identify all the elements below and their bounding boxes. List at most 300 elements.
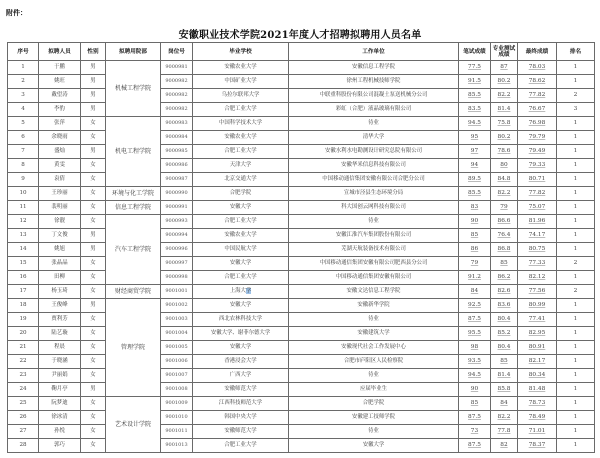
cell-dept: 管理学院 xyxy=(106,299,161,397)
cell-post: 9000984 xyxy=(161,131,193,145)
cell-gender: 男 xyxy=(81,299,106,313)
cell-written-score: 73 xyxy=(459,425,491,439)
cell-written-score: 92.5 xyxy=(459,299,491,313)
cell-written-score: 95.5 xyxy=(459,327,491,341)
cell-seq: 19 xyxy=(8,313,39,327)
cell-prof-score: 87 xyxy=(491,61,518,75)
cell-rank: 1 xyxy=(557,299,595,313)
cell-prof-score: 82.6 xyxy=(491,285,518,299)
table-row xyxy=(8,215,595,229)
attachment-label: 附件： xyxy=(6,9,27,17)
cell-work: 中国移动通信集团安徽有限公司合肥分公司 xyxy=(289,173,459,187)
cell-written-score: 84 xyxy=(459,285,491,299)
header-prof: 专业测试成绩 xyxy=(491,43,518,61)
cell-name: 徐冰清 xyxy=(39,411,81,425)
cell-prof-score: 86.8 xyxy=(491,243,518,257)
table-header-row xyxy=(8,43,595,61)
cell-final-score: 74.17 xyxy=(518,229,557,243)
cell-school: 安徽农业大学 xyxy=(193,229,289,243)
cell-name: 张萍 xyxy=(39,117,81,131)
cell-work: 安徽信息工程学院 xyxy=(289,61,459,75)
cell-dept: 汽车工程学院 xyxy=(106,215,161,285)
cell-final-score: 78.37 xyxy=(518,439,557,453)
cell-dept: 财经商贸学院 xyxy=(106,285,161,299)
cell-school: 安徽大学 xyxy=(193,257,289,271)
table-row xyxy=(8,89,595,103)
cell-final-score: 79.79 xyxy=(518,131,557,145)
cell-seq: 13 xyxy=(8,229,39,243)
cell-gender: 女 xyxy=(81,215,106,229)
cell-rank: 1 xyxy=(557,411,595,425)
cell-post: 9000986 xyxy=(161,159,193,173)
cell-rank: 1 xyxy=(557,131,595,145)
cell-final-score: 82.17 xyxy=(518,355,557,369)
cell-gender: 男 xyxy=(81,103,106,117)
cell-name: 陆艺璇 xyxy=(39,327,81,341)
cell-rank: 1 xyxy=(557,145,595,159)
cell-gender: 女 xyxy=(81,257,106,271)
cell-name: 王俊峰 xyxy=(39,299,81,313)
cell-final-score: 78.03 xyxy=(518,61,557,75)
cell-name: 程晨 xyxy=(39,341,81,355)
table-row xyxy=(8,131,595,145)
table-row xyxy=(8,341,595,355)
cell-post: 9000991 xyxy=(161,201,193,215)
cell-prof-score: 80.4 xyxy=(491,313,518,327)
cell-seq: 21 xyxy=(8,341,39,355)
cell-written-score: 87.5 xyxy=(459,411,491,425)
header-name: 拟聘人员 xyxy=(39,43,81,61)
cell-final-score: 82.12 xyxy=(518,271,557,285)
cell-gender: 男 xyxy=(81,243,106,257)
cell-seq: 18 xyxy=(8,299,39,313)
cell-name: 丁文俊 xyxy=(39,229,81,243)
cell-post: 9000993 xyxy=(161,215,193,229)
cell-post: 9000982 xyxy=(161,89,193,103)
cell-name: 徐靓 xyxy=(39,215,81,229)
header-work: 工作单位 xyxy=(289,43,459,61)
cell-seq: 22 xyxy=(8,355,39,369)
cell-work: 中联重科股份有限公司混凝土泵送机械分公司 xyxy=(289,89,459,103)
cell-written-score: 86 xyxy=(459,243,491,257)
school-text: 上海大 xyxy=(229,288,246,294)
cell-written-score: 87.5 xyxy=(459,313,491,327)
cell-name: 余晓雨 xyxy=(39,131,81,145)
cell-written-score: 83.5 xyxy=(459,103,491,117)
cell-post: 9000990 xyxy=(161,187,193,201)
cell-school: 安徽农业大学 xyxy=(193,61,289,75)
cell-seq: 7 xyxy=(8,145,39,159)
table-row xyxy=(8,383,595,397)
cell-name: 尹丽娟 xyxy=(39,369,81,383)
cell-post: 9000985 xyxy=(161,145,193,159)
cell-prof-score: 82 xyxy=(491,439,518,453)
cell-prof-score: 82.2 xyxy=(491,89,518,103)
cell-work: 宣城市泾县生态环境分局 xyxy=(289,187,459,201)
cell-school: 天津大学 xyxy=(193,159,289,173)
cell-post: 9000998 xyxy=(161,271,193,285)
cell-dept: 信息工程学院 xyxy=(106,201,161,215)
cell-school: 安徽师范大学 xyxy=(193,425,289,439)
cell-prof-score: 82.2 xyxy=(491,411,518,425)
cell-work: 中国移动通信集团安徽有限公司肥西县分公司 xyxy=(289,257,459,271)
cell-school: 中国矿业大学 xyxy=(193,75,289,89)
cell-gender: 女 xyxy=(81,271,106,285)
cell-final-score: 76.67 xyxy=(518,103,557,117)
cell-post: 9001013 xyxy=(161,439,193,453)
cell-school: 中国民航大学 xyxy=(193,243,289,257)
cell-post: 9001001 xyxy=(161,285,193,299)
cell-final-score: 80.99 xyxy=(518,299,557,313)
cell-prof-score: 84 xyxy=(491,397,518,411)
cell-school: 合肥工业大学 xyxy=(193,145,289,159)
cell-school: 北京交通大学 xyxy=(193,173,289,187)
cell-school: 安徽大学、谢菲尔德大学 xyxy=(193,327,289,341)
cell-post: 9001002 xyxy=(161,299,193,313)
cell-written-score: 94 xyxy=(459,159,491,173)
cell-name: 孙悦 xyxy=(39,425,81,439)
cell-rank: 1 xyxy=(557,397,595,411)
cell-rank: 2 xyxy=(557,257,595,271)
cell-rank: 1 xyxy=(557,75,595,89)
cell-rank: 1 xyxy=(557,159,595,173)
cell-final-score: 79.33 xyxy=(518,159,557,173)
cell-final-score: 80.75 xyxy=(518,243,557,257)
cell-seq: 24 xyxy=(8,383,39,397)
cell-work: 中国移动通信集团安徽有限公司 xyxy=(289,271,459,285)
cell-name: 郭巧 xyxy=(39,439,81,453)
table-row xyxy=(8,425,595,439)
table-row xyxy=(8,117,595,131)
cell-written-score: 85 xyxy=(459,397,491,411)
cell-work: 待业 xyxy=(289,215,459,229)
cell-rank: 3 xyxy=(557,103,595,117)
cell-rank: 1 xyxy=(557,215,595,229)
cell-school: 合肥工业大学 xyxy=(193,103,289,117)
cell-rank: 1 xyxy=(557,243,595,257)
cell-seq: 16 xyxy=(8,271,39,285)
table-row xyxy=(8,327,595,341)
cell-gender: 男 xyxy=(81,145,106,159)
cell-post: 9000981 xyxy=(161,61,193,75)
cell-name: 贾利芳 xyxy=(39,313,81,327)
cell-gender: 女 xyxy=(81,131,106,145)
cell-seq: 3 xyxy=(8,89,39,103)
cell-seq: 26 xyxy=(8,411,39,425)
table-row xyxy=(8,439,595,453)
cell-gender: 女 xyxy=(81,201,106,215)
cell-gender: 男 xyxy=(81,61,106,75)
cell-prof-score: 84.8 xyxy=(491,173,518,187)
cell-work: 待业 xyxy=(289,313,459,327)
cell-prof-score: 80 xyxy=(491,159,518,173)
cell-work: 科大国创云网科技有限公司 xyxy=(289,201,459,215)
cell-post: 9000994 xyxy=(161,229,193,243)
cell-gender: 女 xyxy=(81,439,106,453)
text-selection-highlight[interactable]: 学 xyxy=(245,288,252,294)
cell-name: 鞠月亭 xyxy=(39,383,81,397)
cell-school: 广西大学 xyxy=(193,369,289,383)
cell-rank: 1 xyxy=(557,61,595,75)
table-row xyxy=(8,355,595,369)
cell-post: 9001008 xyxy=(161,383,193,397)
table-row xyxy=(8,103,595,117)
cell-work: 应届毕业生 xyxy=(289,383,459,397)
cell-rank: 1 xyxy=(557,117,595,131)
cell-school xyxy=(193,285,289,299)
cell-seq: 28 xyxy=(8,439,39,453)
cell-written-score: 89.5 xyxy=(459,173,491,187)
cell-name: 杨玉琦 xyxy=(39,285,81,299)
cell-final-score: 77.82 xyxy=(518,187,557,201)
cell-prof-score: 77.8 xyxy=(491,425,518,439)
cell-rank: 1 xyxy=(557,439,595,453)
cell-gender: 女 xyxy=(81,411,106,425)
cell-post: 9000996 xyxy=(161,243,193,257)
cell-name: 戴望涛 xyxy=(39,89,81,103)
cell-name: 黄雯 xyxy=(39,159,81,173)
cell-written-score: 94.5 xyxy=(459,117,491,131)
table-row xyxy=(8,257,595,271)
cell-dept: 机电工程学院 xyxy=(106,117,161,187)
cell-prof-score: 81.4 xyxy=(491,103,518,117)
cell-post: 9001010 xyxy=(161,411,193,425)
cell-gender: 女 xyxy=(81,369,106,383)
header-gender: 性别 xyxy=(81,43,106,61)
cell-work: 合肥市庐阳区人民检察院 xyxy=(289,355,459,369)
cell-prof-score: 80.2 xyxy=(491,75,518,89)
cell-rank: 1 xyxy=(557,313,595,327)
cell-prof-score: 85 xyxy=(491,257,518,271)
cell-prof-score: 82.2 xyxy=(491,187,518,201)
cell-rank: 1 xyxy=(557,355,595,369)
table-row xyxy=(8,159,595,173)
cell-school: 香港浸会大学 xyxy=(193,355,289,369)
cell-school: 乌拉尔联邦大学 xyxy=(193,89,289,103)
cell-name: 于鹏 xyxy=(39,61,81,75)
cell-work: 安徽建工技师学院 xyxy=(289,411,459,425)
cell-rank: 1 xyxy=(557,327,595,341)
cell-post: 9001009 xyxy=(161,397,193,411)
cell-school: 合肥工业大学 xyxy=(193,439,289,453)
cell-name: 田柳 xyxy=(39,271,81,285)
header-dept: 拟聘用院部 xyxy=(106,43,161,61)
cell-rank: 1 xyxy=(557,187,595,201)
cell-work: 芜湖天航装备技术有限公司 xyxy=(289,243,459,257)
cell-name: 于晓涵 xyxy=(39,355,81,369)
cell-work: 合肥学院 xyxy=(289,397,459,411)
cell-written-score: 97 xyxy=(459,145,491,159)
cell-final-score: 79.49 xyxy=(518,145,557,159)
cell-written-score: 85 xyxy=(459,229,491,243)
cell-work: 待业 xyxy=(289,117,459,131)
cell-prof-score: 76.4 xyxy=(491,229,518,243)
table-row xyxy=(8,75,595,89)
cell-prof-score: 85 xyxy=(491,355,518,369)
cell-rank: 1 xyxy=(557,341,595,355)
cell-prof-score: 80.4 xyxy=(491,341,518,355)
cell-school: 合肥工业大学 xyxy=(193,215,289,229)
cell-written-score: 87.5 xyxy=(459,439,491,453)
cell-work: 安徽水利水电勘测设计研究总院有限公司 xyxy=(289,145,459,159)
cell-written-score: 94.5 xyxy=(459,369,491,383)
cell-seq: 23 xyxy=(8,369,39,383)
cell-rank: 1 xyxy=(557,229,595,243)
cell-seq: 5 xyxy=(8,117,39,131)
cell-dept: 机械工程学院 xyxy=(106,61,161,117)
hiring-list-table xyxy=(7,42,595,453)
cell-written-score: 90 xyxy=(459,383,491,397)
cell-written-score: 90 xyxy=(459,215,491,229)
cell-final-score: 81.96 xyxy=(518,215,557,229)
cell-seq: 9 xyxy=(8,173,39,187)
cell-school: 安徽大学 xyxy=(193,201,289,215)
table-row xyxy=(8,299,595,313)
cell-final-score: 75.07 xyxy=(518,201,557,215)
header-final: 最终成绩 xyxy=(518,43,557,61)
cell-written-score: 91.5 xyxy=(459,75,491,89)
cell-post: 9001004 xyxy=(161,327,193,341)
cell-gender: 女 xyxy=(81,341,106,355)
cell-post: 9000982 xyxy=(161,75,193,89)
cell-final-score: 71.01 xyxy=(518,425,557,439)
cell-school: 西北农林科技大学 xyxy=(193,313,289,327)
cell-rank: 1 xyxy=(557,383,595,397)
cell-name: 李豹 xyxy=(39,103,81,117)
cell-final-score: 78.73 xyxy=(518,397,557,411)
cell-seq: 4 xyxy=(8,103,39,117)
cell-work: 清华大学 xyxy=(289,131,459,145)
cell-prof-score: 81.4 xyxy=(491,369,518,383)
cell-final-score: 78.62 xyxy=(518,75,557,89)
cell-final-score: 82.95 xyxy=(518,327,557,341)
header-post: 岗位号 xyxy=(161,43,193,61)
cell-post: 9001005 xyxy=(161,341,193,355)
header-school: 毕业学校 xyxy=(193,43,289,61)
cell-name: 姚旺 xyxy=(39,75,81,89)
cell-final-score: 77.41 xyxy=(518,313,557,327)
cell-written-score: 85.5 xyxy=(459,89,491,103)
table-row xyxy=(8,173,595,187)
cell-seq: 12 xyxy=(8,215,39,229)
cell-final-score: 77.33 xyxy=(518,257,557,271)
cell-written-score: 91.2 xyxy=(459,271,491,285)
header-seq: 序号 xyxy=(8,43,39,61)
table-row xyxy=(8,201,595,215)
cell-work: 待业 xyxy=(289,425,459,439)
cell-written-score: 79 xyxy=(459,257,491,271)
cell-work: 安徽华米信息科技有限公司 xyxy=(289,159,459,173)
cell-school: 合肥工业大学 xyxy=(193,271,289,285)
table-row xyxy=(8,229,595,243)
cell-prof-score: 85.8 xyxy=(491,383,518,397)
cell-written-score: 93.5 xyxy=(459,355,491,369)
cell-name: 姚旭 xyxy=(39,243,81,257)
cell-gender: 女 xyxy=(81,425,106,439)
cell-prof-score: 75.8 xyxy=(491,117,518,131)
cell-work: 安徽建筑大学 xyxy=(289,327,459,341)
cell-rank: 1 xyxy=(557,173,595,187)
cell-work: 安徽大学 xyxy=(289,439,459,453)
cell-written-score: 83 xyxy=(459,201,491,215)
cell-final-score: 80.34 xyxy=(518,369,557,383)
cell-name: 盛灿 xyxy=(39,145,81,159)
cell-gender: 男 xyxy=(81,229,106,243)
cell-rank: 1 xyxy=(557,369,595,383)
cell-prof-score: 86.6 xyxy=(491,215,518,229)
table-row xyxy=(8,243,595,257)
cell-post: 9001006 xyxy=(161,355,193,369)
cell-final-score: 77.56 xyxy=(518,285,557,299)
cell-name: 王珍丽 xyxy=(39,187,81,201)
cell-prof-score: 85.2 xyxy=(491,327,518,341)
cell-post: 9000982 xyxy=(161,103,193,117)
cell-seq: 2 xyxy=(8,75,39,89)
cell-post: 9000983 xyxy=(161,117,193,131)
cell-written-score: 85.5 xyxy=(459,187,491,201)
cell-rank: 1 xyxy=(557,201,595,215)
cell-written-score: 77.5 xyxy=(459,61,491,75)
cell-dept: 环境与化工学院 xyxy=(106,187,161,201)
cell-school: 安徽农业大学 xyxy=(193,131,289,145)
cell-gender: 女 xyxy=(81,285,106,299)
cell-prof-score: 78.6 xyxy=(491,145,518,159)
cell-seq: 11 xyxy=(8,201,39,215)
cell-work: 安徽文达信息工程学院 xyxy=(289,285,459,299)
cell-gender: 男 xyxy=(81,383,106,397)
cell-final-score: 80.71 xyxy=(518,173,557,187)
cell-final-score: 77.82 xyxy=(518,89,557,103)
cell-seq: 10 xyxy=(8,187,39,201)
page-title: 安徽职业技术学院2021年度人才招聘拟聘用人员名单 xyxy=(178,30,422,41)
cell-final-score: 80.91 xyxy=(518,341,557,355)
cell-school: 韩国中央大学 xyxy=(193,411,289,425)
cell-name: 阮梦迪 xyxy=(39,397,81,411)
cell-post: 9000987 xyxy=(161,173,193,187)
table-row xyxy=(8,187,595,201)
cell-written-score: 98 xyxy=(459,341,491,355)
cell-school: 安徽大学 xyxy=(193,341,289,355)
cell-rank: 1 xyxy=(557,271,595,285)
cell-seq: 14 xyxy=(8,243,39,257)
cell-final-score: 76.98 xyxy=(518,117,557,131)
cell-post: 9001011 xyxy=(161,425,193,439)
cell-seq: 1 xyxy=(8,61,39,75)
cell-prof-score: 83.6 xyxy=(491,299,518,313)
cell-school: 安徽师范大学 xyxy=(193,383,289,397)
header-written: 笔试成绩 xyxy=(459,43,491,61)
table-row xyxy=(8,285,595,299)
cell-gender: 女 xyxy=(81,355,106,369)
cell-prof-score: 79 xyxy=(491,201,518,215)
table-row xyxy=(8,397,595,411)
cell-gender: 女 xyxy=(81,187,106,201)
cell-work: 安徽江淮汽车集团股份有限公司 xyxy=(289,229,459,243)
cell-rank: 1 xyxy=(557,425,595,439)
cell-work: 彩虹（合肥）液晶玻璃有限公司 xyxy=(289,103,459,117)
cell-rank: 2 xyxy=(557,285,595,299)
cell-gender: 女 xyxy=(81,397,106,411)
table-row xyxy=(8,369,595,383)
cell-name: 袁倩 xyxy=(39,173,81,187)
cell-work: 安徽现代社会工作发展中心 xyxy=(289,341,459,355)
cell-seq: 25 xyxy=(8,397,39,411)
cell-name: 裴明丽 xyxy=(39,201,81,215)
cell-gender: 女 xyxy=(81,313,106,327)
cell-work: 安徽新华学院 xyxy=(289,299,459,313)
cell-rank: 2 xyxy=(557,89,595,103)
cell-school: 安徽大学 xyxy=(193,299,289,313)
